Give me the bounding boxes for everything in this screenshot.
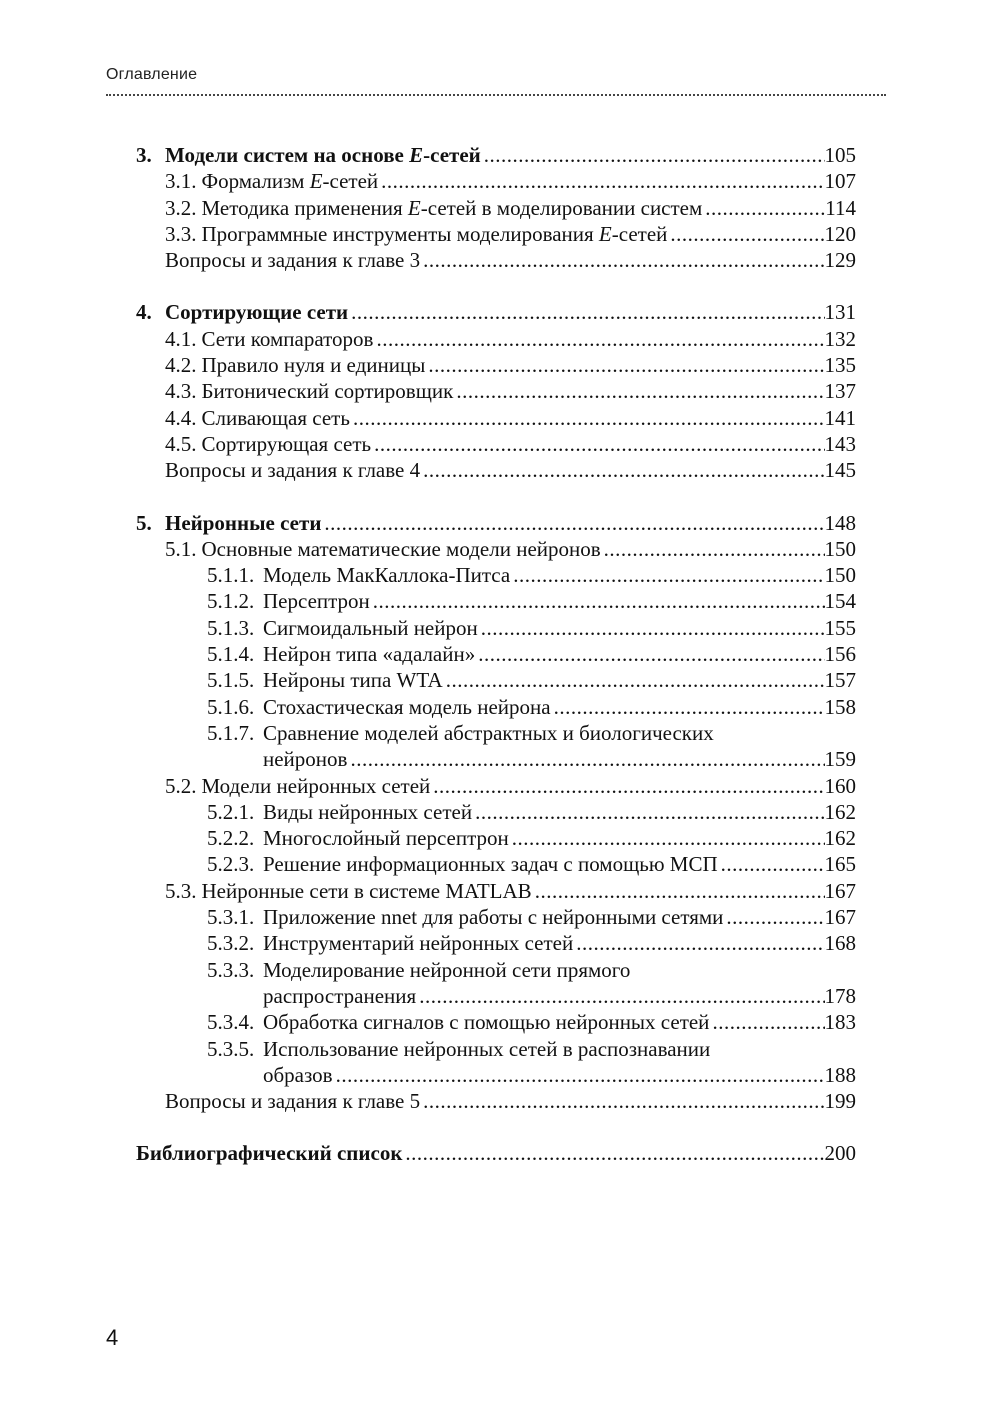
toc-page: 178 [824,983,856,1008]
toc-chapter-3[interactable] [136,142,856,168]
toc-title: Формализм E-сетей [201,169,379,194]
toc-number: 5.2. [165,773,197,798]
dot-leader [481,142,825,168]
dot-leader [478,615,825,641]
toc-number: 4.1. [165,326,197,351]
toc-page: 120 [824,221,856,246]
toc-subsection-5-3-2[interactable] [136,930,856,956]
toc-questions-4[interactable] [136,457,856,483]
toc-chapter-4[interactable] [136,299,856,325]
toc-number: 5.3.5. [207,1036,255,1061]
toc-title: Использование нейронных сетей в распознавании [263,1036,711,1061]
dot-leader [350,405,825,431]
toc-subsection-5-3-5[interactable] [136,1036,856,1062]
toc-page: 160 [824,773,856,798]
toc-title: нейронов [263,747,348,772]
toc-title: Сортирующие сети [165,300,349,325]
toc-subsection-5-3-5-continued[interactable] [136,1062,856,1088]
toc-title: Обработка сигналов с помощью нейронных сетей [263,1010,710,1035]
toc-page: 200 [824,1141,856,1166]
toc-section-5-3[interactable] [136,878,856,904]
toc-page: 148 [824,510,856,535]
toc-title: Программные инструменты моделирования E-сетей [201,221,668,246]
toc-page: 159 [824,747,856,772]
toc-chapter-5[interactable] [136,510,856,536]
toc-page: 188 [824,1062,856,1087]
toc-title: Сортирующая сеть [201,431,372,456]
dot-leader [321,510,824,536]
toc-page: 167 [824,905,856,930]
toc-page: 132 [824,326,856,351]
toc-title: Моделирование нейронной сети прямого [263,957,631,982]
toc-page: 165 [824,852,856,877]
toc-number: 4.2. [165,353,197,378]
toc-title: Нейронные сети [165,510,322,535]
toc-subsection-5-1-5[interactable] [136,667,856,693]
dot-leader [532,878,825,904]
toc-page: 168 [824,931,856,956]
toc-number: 3.3. [165,221,197,246]
dot-leader [416,983,824,1009]
toc-title: распространения [263,983,417,1008]
dot-leader [443,667,825,693]
toc-page: 167 [824,878,856,903]
page-number: 4 [106,1325,119,1350]
toc-title: Виды нейронных сетей [263,799,473,824]
toc-number: 5.3.2. [207,931,255,956]
toc-questions-3[interactable] [136,247,856,273]
toc-subsection-5-1-7[interactable] [136,720,856,746]
toc-subsection-5-1-4[interactable] [136,641,856,667]
toc-number: 5.3. [165,878,197,903]
toc-page: 105 [824,143,856,167]
toc-number: 5.3.1. [207,905,255,930]
dot-leader [348,299,824,325]
toc-bibliography[interactable] [136,1140,856,1166]
toc-page: 135 [824,353,856,378]
toc-title: Правило нуля и единицы [201,353,426,378]
dot-leader [430,773,824,799]
toc-number: 5.2.3. [207,852,255,877]
toc-number: 3.1. [165,169,197,194]
dot-leader [510,562,824,588]
toc-number: 5.1.3. [207,615,255,640]
toc-number: 5.1.6. [207,694,255,719]
dot-leader [425,352,824,378]
toc-page: 158 [824,694,856,719]
toc-page: 150 [824,563,856,588]
toc-subsection-5-3-3[interactable] [136,957,856,983]
toc-title: Стохастическая модель нейрона [263,694,551,719]
toc-title: Вопросы и задания к главе 5 [165,1089,421,1114]
toc-title: Нейронные сети в системе MATLAB [201,878,532,903]
toc-section-4-4[interactable] [136,405,856,431]
toc-title: Основные математические модели нейронов [201,536,601,561]
toc-title: Вопросы и задания к главе 4 [165,458,421,483]
dot-leader [702,195,825,221]
toc-page: 154 [824,589,856,614]
toc-title: образов [263,1062,333,1087]
toc-subsection-5-2-2[interactable] [136,825,856,851]
dot-leader [472,799,824,825]
toc-title: Битонический сортировщик [201,379,454,404]
toc-title: Многослойный персептрон [263,826,509,851]
toc-number: 5.3.3. [207,957,255,982]
dot-leader [723,904,824,930]
toc-section-4-1[interactable] [136,326,856,352]
toc-subsection-5-1-3[interactable] [136,615,856,641]
toc-page: 150 [824,536,856,561]
toc-page: 143 [824,431,856,456]
toc-section-4-3[interactable] [136,378,856,404]
toc-subsection-5-3-1[interactable] [136,904,856,930]
toc-number: 3. [136,143,152,167]
toc-number: 4.5. [165,431,197,456]
dot-leader [347,746,824,772]
toc-title: Персептрон [263,589,370,614]
header-dotted-rule [106,94,886,96]
toc-number: 5.1.1. [207,563,255,588]
toc-section-5-2[interactable] [136,773,856,799]
dot-leader [453,378,824,404]
toc-subsection-5-1-1[interactable] [136,562,856,588]
dot-leader [333,1062,825,1088]
dot-leader [420,457,824,483]
toc-title: Инструментарий нейронных сетей [263,931,574,956]
toc-page: 145 [824,458,856,483]
toc-number: 4. [136,300,152,325]
toc-title: Приложение nnet для работы с нейронными сетями [263,905,724,930]
dot-leader [551,694,825,720]
toc-page: 155 [824,615,856,640]
toc-page: 162 [824,826,856,851]
toc-page: 141 [824,405,856,430]
toc-subsection-5-2-1[interactable] [136,799,856,825]
dot-leader [718,851,825,877]
toc-page: 131 [824,300,856,325]
toc-number: 5.3.4. [207,1010,255,1035]
toc-title: Модель МакКаллока-Питса [263,563,511,588]
toc-questions-5[interactable] [136,1088,856,1114]
dot-leader [475,641,824,667]
toc-number: 4.4. [165,405,197,430]
toc-section-3-1[interactable] [136,168,856,194]
dot-leader [601,536,825,562]
toc-title: Библиографический список [136,1141,403,1166]
toc-number: 5.2.1. [207,799,255,824]
toc-page: 199 [824,1089,856,1114]
toc-number: 5.2.2. [207,826,255,851]
toc-number: 5.1. [165,536,197,561]
toc-subsection-5-1-2[interactable] [136,588,856,614]
toc-page: 157 [824,668,856,693]
toc-page: 162 [824,799,856,824]
toc-title: Нейрон типа «адалайн» [263,642,476,667]
toc-section-3-2[interactable] [136,195,856,221]
dot-leader [667,221,824,247]
toc-title: Нейроны типа WTA [263,668,443,693]
dot-leader [709,1009,824,1035]
toc-number: 5.1.4. [207,642,255,667]
toc-title: Методика применения E-сетей в моделировании систем [201,195,703,220]
toc-page: 156 [824,642,856,667]
toc-title: Вопросы и задания к главе 3 [165,248,421,273]
dot-leader [378,168,824,194]
toc-subsection-5-3-4[interactable] [136,1009,856,1035]
toc-subsection-5-1-7-continued[interactable] [136,746,856,772]
toc-subsection-5-2-3[interactable] [136,851,856,877]
toc-section-3-3[interactable] [136,221,856,247]
toc-number: 4.3. [165,379,197,404]
dot-leader [420,1088,824,1114]
toc-section-4-2[interactable] [136,352,856,378]
toc-number: 5.1.5. [207,668,255,693]
toc-page: 107 [824,169,856,194]
toc-number: 5.1.2. [207,589,255,614]
toc-title: Сигмоидальный нейрон [263,615,478,640]
dot-leader [509,825,825,851]
toc-page: 183 [824,1010,856,1035]
toc-subsection-5-1-6[interactable] [136,694,856,720]
dot-leader [373,326,824,352]
toc-title: Сливающая сеть [201,405,350,430]
toc-title: Модели нейронных сетей [201,773,431,798]
toc-title: Модели систем на основе E-сетей [165,143,481,167]
running-head: Оглавление [106,66,198,83]
toc-title: Решение информационных задач с помощью МСП [263,852,718,877]
dot-leader [371,431,824,457]
toc-page: 137 [824,379,856,404]
toc-section-4-5[interactable] [136,431,856,457]
dot-leader [370,588,825,614]
toc-page: 114 [825,195,856,220]
toc-section-5-1[interactable] [136,536,856,562]
toc-number: 5.1.7. [207,720,255,745]
toc-page: 129 [824,248,856,273]
toc-subsection-5-3-3-continued[interactable] [136,983,856,1009]
dot-leader [573,930,824,956]
toc-title: Сравнение моделей абстрактных и биологических [263,720,714,745]
table-of-contents [136,142,856,1167]
toc-number: 3.2. [165,195,197,220]
dot-leader [420,247,824,273]
dot-leader [402,1140,824,1166]
toc-number: 5. [136,510,152,535]
toc-title: Сети компараторов [201,326,374,351]
